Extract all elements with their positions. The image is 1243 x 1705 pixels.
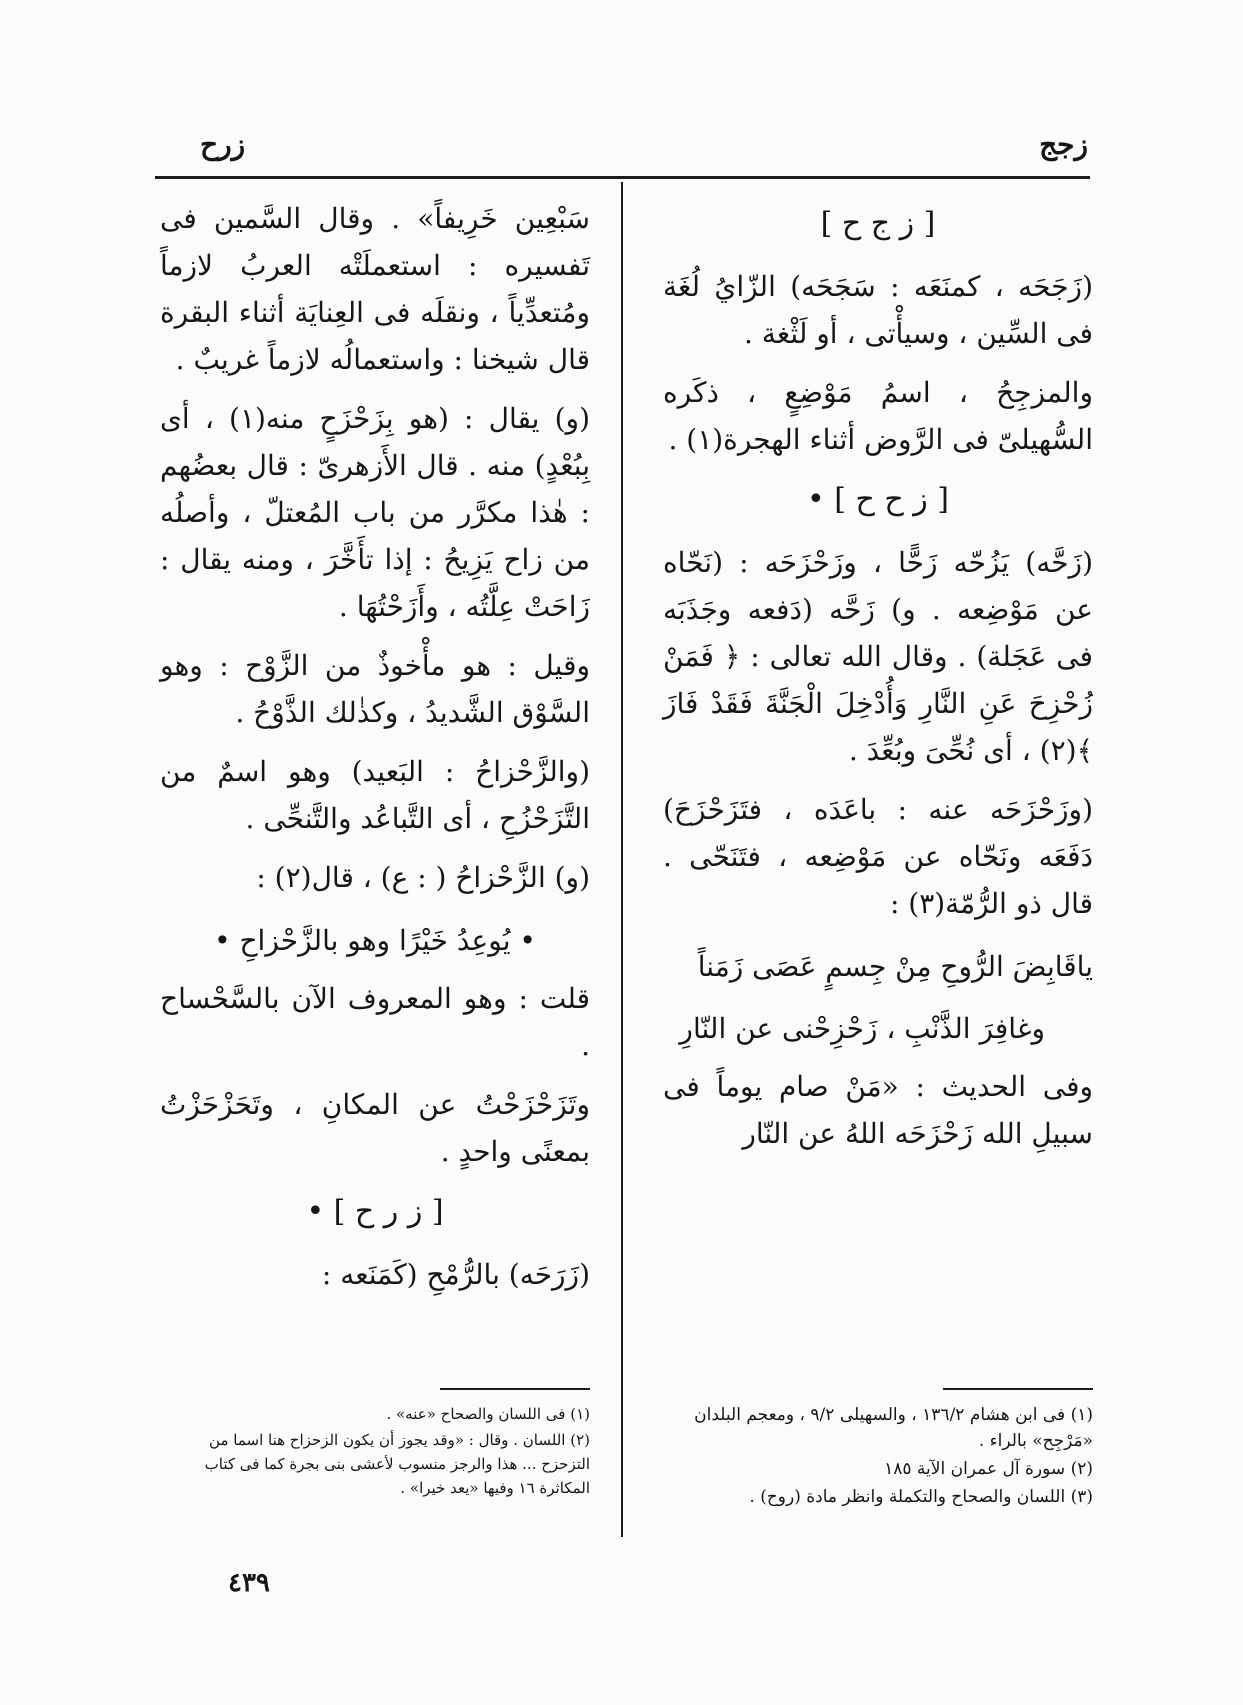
paragraph: وفى الحديث : «مَنْ صام يوماً فى سبيلِ الله زَحْزَحَه اللهُ عن النّار (663, 1070, 1093, 1150)
running-header-left: زرح (200, 128, 246, 161)
footnote-rule-right (943, 1388, 1093, 1390)
paragraph: قلت : وهو المعروف الآن بالسَّحْساح . (160, 982, 590, 1062)
footnote: (٣) اللسان والصحاح والتكملة وانظر مادة (روح) . (749, 1487, 1093, 1507)
footnotes-right (663, 1402, 1093, 1512)
paragraph: وقيل : هو مأْخوذٌ من الزَّوْح : وهو السَّوْق الشَّديدُ ، وكذٰلك الذَّوْحُ . (160, 649, 590, 729)
paragraph: سَبْعِين خَرِيفاً» . وقال السَّمين فى تَفسيره : استعملَتْه العربُ لازماً ومُتعدِّياً ، ونقلَه فى العِنايَة أثناء البقرة قال شيخنا : واستعمالُه لازماً غريبٌ . (160, 202, 590, 376)
paragraph: (والزَّحْزاحُ : البَعيد) وهو اسمٌ من التَّزَحْزُحِ ، أى التَّباعُد والتَّنحِّى . (160, 755, 590, 835)
footnote: (٢) سورة آل عمران الآية ١٨٥ (884, 1459, 1093, 1479)
paragraph: (و) الزَّحْزاحُ ( : ع) ، قال(٢) : (256, 861, 590, 894)
entry-heading-zrh: [ ز ر ح ] • (306, 1194, 444, 1229)
poetry-verse: وغافِرَ الذَّنْبِ ، زَحْزِحْنى عن النّارِ (679, 1012, 1045, 1045)
right-column (663, 195, 1093, 1157)
paragraph: (زَحَّه) يَزُحّه زَحًّا ، وزَحْزَحَه : (نَحّاه عن مَوْضِعه . و) زَحَّه (دَفعه وجَذَبَه فى عَجَلة) . وقال الله تعالى : ﴿ فَمَنْ زُحْزِحَ عَنِ النَّارِ وَأُدْخِلَ الْجَنَّةَ فَقَدْ فَازَ ﴾(٢) ، أى نُحِّىَ وبُعِّدَ . (663, 546, 1093, 767)
entry-heading-zhh: [ ز ح ح ] • (806, 482, 949, 517)
footnote: (١) فى ابن هشام ١٣٦/٢ ، والسهيلى ٩/٢ ، ومعجم البلدان «مَرْجِح» بالراء . (694, 1405, 1093, 1451)
paragraph: وتَزَحْزَحْتُ عن المكانِ ، وتَحَزْحَزْتُ بمعنًى واحدٍ . (160, 1088, 590, 1168)
poetry-verse: ياقَابِضَ الرُّوحِ مِنْ جِسمٍ عَصَى زَمَناً (697, 950, 1093, 983)
column-divider (621, 182, 623, 1537)
paragraph: (و) يقال : (هو بِزَحْزَحٍ منه(١) ، أى بِبُعْدٍ) منه . قال الأَزهرىّ : قال بعضُهم : هٰذا مكرَّر من باب المُعتلّ ، وأصلُه من زاح يَزِيحُ : إذا تأَخَّرَ ، ومنه يقال : زَاحَتْ عِلَّتُه ، وأَزَحْتُهَا . (160, 402, 590, 623)
footnotes-left (160, 1402, 590, 1502)
left-column (160, 195, 590, 1298)
running-header-right: زجج (1039, 128, 1088, 161)
header-rule (155, 176, 1090, 179)
paragraph: (وزَحْزَحَه عنه : باعَدَه ، فتَزَحْزَحَ) دَفَعَه ونَحّاه عن مَوْضِعه ، فتَنَحّى . قال ذو الرُّمّة(٣) : (663, 793, 1093, 920)
page-number: ٤٣٩ (228, 1568, 270, 1598)
paragraph: (زَجَحَه ، كمنَعَه : سَجَحَه) الزّايُ لُغَة فى السِّين ، وسيأْتى ، أو لَثْغة . (663, 270, 1093, 350)
paragraph: (زَرَحَه) بالرُّمْحِ (كَمَنَعه : (321, 1258, 590, 1291)
paragraph: والمزجِحُ ، اسمُ مَوْضِعٍ ، ذكَره السُّهيلىّ فى الرَّوض أثناء الهجرة(١) . (663, 376, 1093, 456)
footnote: (١) فى اللسان والصحاح «عنه» . (386, 1405, 590, 1423)
entry-heading-zjh: [ ز ج ح ] (820, 206, 936, 241)
footnote: (٢) اللسان . وقال : «وقد يجوز أن يكون الزحزاح هنا اسما من التزحزح ... هذا والرجز منسوب لأعشى بنى بجرة كما فى كتاب المكاثرة ١٦ وفيها «يعد خيرا» . (204, 1431, 590, 1497)
footnote-rule-left (440, 1388, 590, 1390)
poetry-verse: • يُوعِدُ خَيْرًا وهو بالزَّحْزاحِ • (214, 924, 536, 957)
